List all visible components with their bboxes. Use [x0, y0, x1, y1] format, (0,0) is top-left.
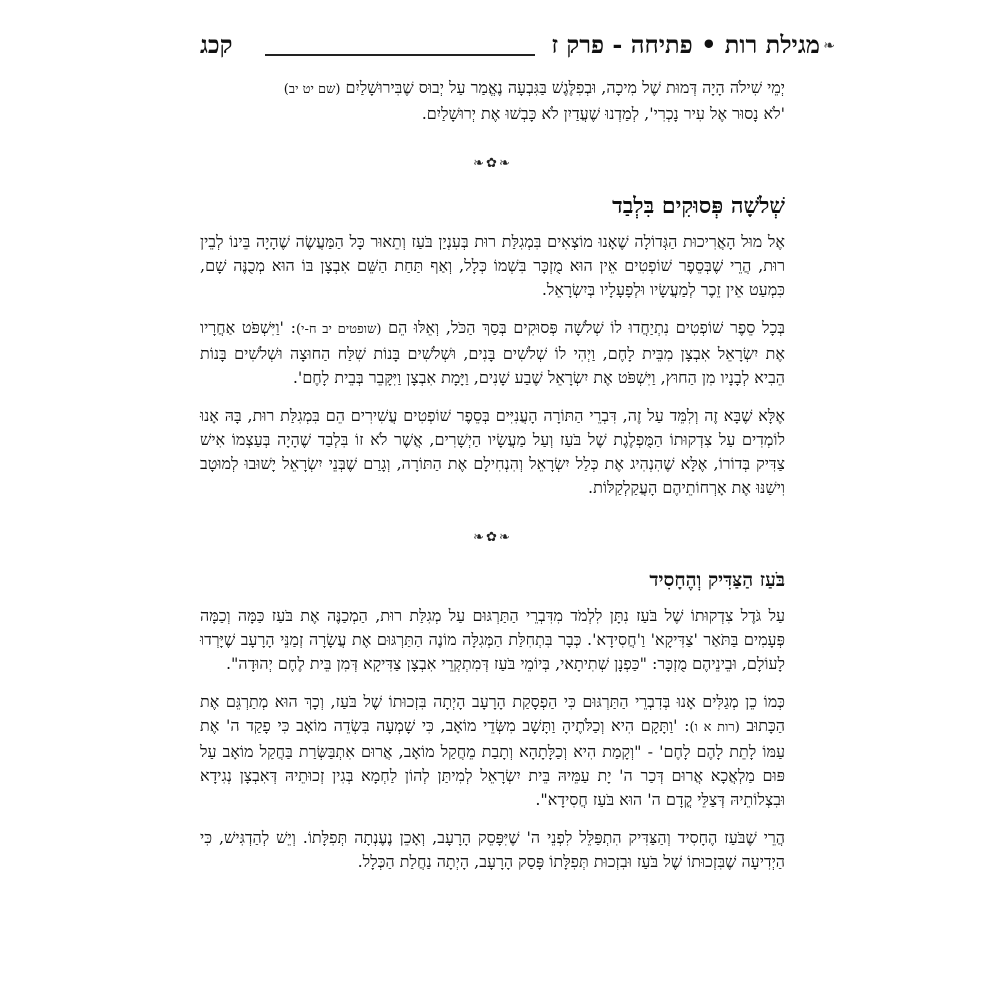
paragraph: אֶל מוּל הָאֲרִיכוּת הַגְּדוֹלָה שֶׁאָנוּ מוֹצְאִים בִּמְגִלַּת רוּת בְּעִנְיַן בֹּעַז וְתֵאוּר כָּל הַמַּעֲשֶׂה שֶׁהָיָה בֵּינוֹ לְבֵין רוּת, הֲרֵי שֶׁבְּסֵפֶר שׁוֹפְטִים אֵין הוּא מֻזְכָּר בִּשְׁמוֹ כְּלָל, וְאַף תַּחַת הַשֵּׁם אִבְצָן בּוֹ הוּא מְכֻנֶּה שָׁם, כִּמְעַט אֵין זֵכֶר לְמַעֲשָׂיו וּלְפָעָלָיו בְּיִשְׂרָאֵל. [200, 232, 785, 299]
paragraph-text: : 'וַיִּשְׁפֹּט אַחֲרָיו אֶת יִשְׂרָאֵל אִבְצָן מִבֵּית לָחֶם, וַיְהִי לוֹ שְׁלֹשִׁים בָּנִים, וּשְׁלֹשִׁים בָּנוֹת שִׁלַּח הַחוּצָה וּשְׁלֹשִׁים בָּנוֹת הֵבִיא לְבָנָיו מִן הַחוּץ, וַיִּשְׁפֹּט אֶת יִשְׂרָאֵל שֶׁבַע שָׁנִים, וַיָּמָת אִבְצָן וַיִּקָּבֵר בְּבֵית לָחֶם'. [200, 318, 785, 387]
verse-reference: (שופטים יב ח-י) [295, 322, 382, 337]
flourish-ornament-icon: ❧ [823, 38, 835, 54]
header-rule [265, 54, 535, 56]
page-number: קכג [200, 30, 233, 59]
section-divider-ornament-icon: ❧✿❧ [473, 156, 512, 171]
paragraph-text: בְּכָל סֵפֶר שׁוֹפְטִים נִתְיַחֲדוּ לוֹ שְׁלֹשָׁה פְּסוּקִים בְּסַךְ הַכֹּל, וְאֵלּוּ הֵם [388, 318, 786, 337]
paragraph-text: : 'וַתָּקָם הִיא וְכַלֹּתֶיהָ וַתָּשָׁב מִשְּׂדֵי מוֹאָב, כִּי שָׁמְעָה בִּשְׂדֵה מוֹאָב כִּי פָקַד ה' אֶת עַמּוֹ לָתֵת לָהֶם לָחֶם' - "וְקָמַת הִיא וְכַלָּתָהָא וְתָבַת מֵחֲקַל מוֹאָב, אֲרוּם אִתְבַּשְּׂרַת בַּחֲקַל מוֹאָב עַל פּוּם מַלְאֲכָא אֲרוּם דְּכַר ה' יָת עַמֵּיהּ בֵּית יִשְׂרָאֵל לְמִיתַּן לְהוֹן לַחְמָא בְּגִין זְכוּתֵיהּ דְּאִבְצָן נְגִידָא וּבִצְלוֹתֵיהּ דְּצַלֵּי קֳדָם ה' הוּא בֹּעַז חֲסִידָא". [200, 716, 786, 809]
section-heading: שְׁלֹשָׁה פְּסוּקִים בִּלְבַד [612, 193, 785, 219]
paragraph [200, 316, 785, 390]
paragraph: אֶלָּא שֶׁבָּא זֶה וְלִמֵּד עַל זֶה, דִּבְרֵי הַתּוֹרָה הָעֲנִיִּים בְּסֵפֶר שׁוֹפְטִים עֲשִׁירִים הֵם בִּמְגִלַּת רוּת, בָּהּ אָנוּ לוֹמְדִים עַל צִדְקוּתוֹ הַמֻּפְלֶגֶת שֶׁל בֹּעַז וְעַל מַעֲשָׂיו הַיְשָׁרִים, אֲשֶׁר לֹא זוֹ בִּלְבַד שֶׁהָיָה בְּעַצְמוֹ אִישׁ צַדִּיק בְּדוֹרוֹ, אֶלָּא שֶׁהִנְהִיג אֶת כְּלַל יִשְׂרָאֵל וְהִנְחִילָם אֶת הַתּוֹרָה, וְגָרַם שֶׁבְּנֵי יִשְׂרָאֵל יָשׁוּבוּ לְמוּטָב וִישַׁנּוּ אֶת אָרְחוֹתֵיהֶם הָעֲקַלְקַלּוֹת. [200, 406, 785, 497]
page-body [200, 76, 785, 888]
paragraph: הֲרֵי שֶׁבֹּעַז הֶחָסִיד וְהַצַּדִּיק הִתְפַּלֵּל לִפְנֵי ה' שֶׁיִּפָּסֵק הָרָעָב, וְאָכֵן נֶעֶנְתָה תְּפִלָּתוֹ. וְיֵשׁ לְהַדְגִּישׁ, כִּי הַיְדִיעָה שֶׁבִּזְכוּתוֹ שֶׁל בֹּעַז וּבִזְכוּת תְּפִלָּתוֹ פָּסַק הָרָעָב, הָיְתָה נַחֲלַת הַכְּלָל. [200, 828, 785, 871]
section-heading: בֹּעַז הַצַּדִּיק וְהֶחָסִיד [649, 569, 785, 591]
paragraph [200, 690, 785, 812]
page-header [0, 26, 1000, 66]
intro-text: יְמֵי שִׁילֹה הָיָה דְּמוּת שֶׁל מִיכָה, וּבְפִלֶּגֶשׁ בַּגִּבְעָה נֶאֱמַר עַל יְבוּס שֶׁבִּירוּשָׁלַיִם [345, 78, 785, 97]
verse-reference: (רות א ו) [689, 720, 740, 735]
paragraph: עַל גֹּדֶל צִדְקוּתוֹ שֶׁל בֹּעַז נִתָּן לִלְמֹד מִדִּבְרֵי הַתַּרְגּוּם עַל מְגִלַּת רוּת, הַמְכַנֶּה אֶת בֹּעַז כַּמָּה וְכַמָּה פְּעָמִים בַּתֹּאַר 'צַדִּיקָא' וַ'חֲסִידָא'. כְּבָר בִּתְחִלַּת הַמְּגִלָּה מוֹנֶה הַתַּרְגּוּם אֶת עֲשָׂרָה זְמַנֵּי הָרָעָב שֶׁיָּרְדוּ לָעוֹלָם, וּבֵינֵיהֶם מֻזְכָּר: "כַּפְנָן שְׁתִיתָאי, בְּיוֹמֵי בֹּעַז דְּמִתְקְרֵי אִבְצָן צַדִּיקָא דְּמִן בֵּית לֶחֶם יְהוּדָה". [200, 606, 785, 673]
section-divider-ornament-icon: ❧✿❧ [473, 530, 512, 545]
intro-reference: (שם יט יב) [283, 82, 341, 97]
paragraph-text: כְּמוֹ כֵן מְגַלִּים אָנוּ בְּדִבְרֵי הַתַּרְגּוּם כִּי הַפְסָקַת הָרָעָב הָיְתָה בִּזְכוּתוֹ שֶׁל בֹּעַז, וְכָךְ הוּא מְתַרְגֵּם אֶת הַכָּתוּב [200, 692, 785, 735]
intro-text-continued: 'לֹא נָסוּר אֶל עִיר נָכְרִי', לְמַדְנוּ שֶׁעֲדַיִן לֹא כָּבְשׁוּ אֶת יְרוּשָׁלַיִם. [421, 104, 785, 123]
running-title: מגילת רות • פתיחה - פרק ז [551, 30, 820, 59]
intro-paragraph [200, 76, 785, 126]
